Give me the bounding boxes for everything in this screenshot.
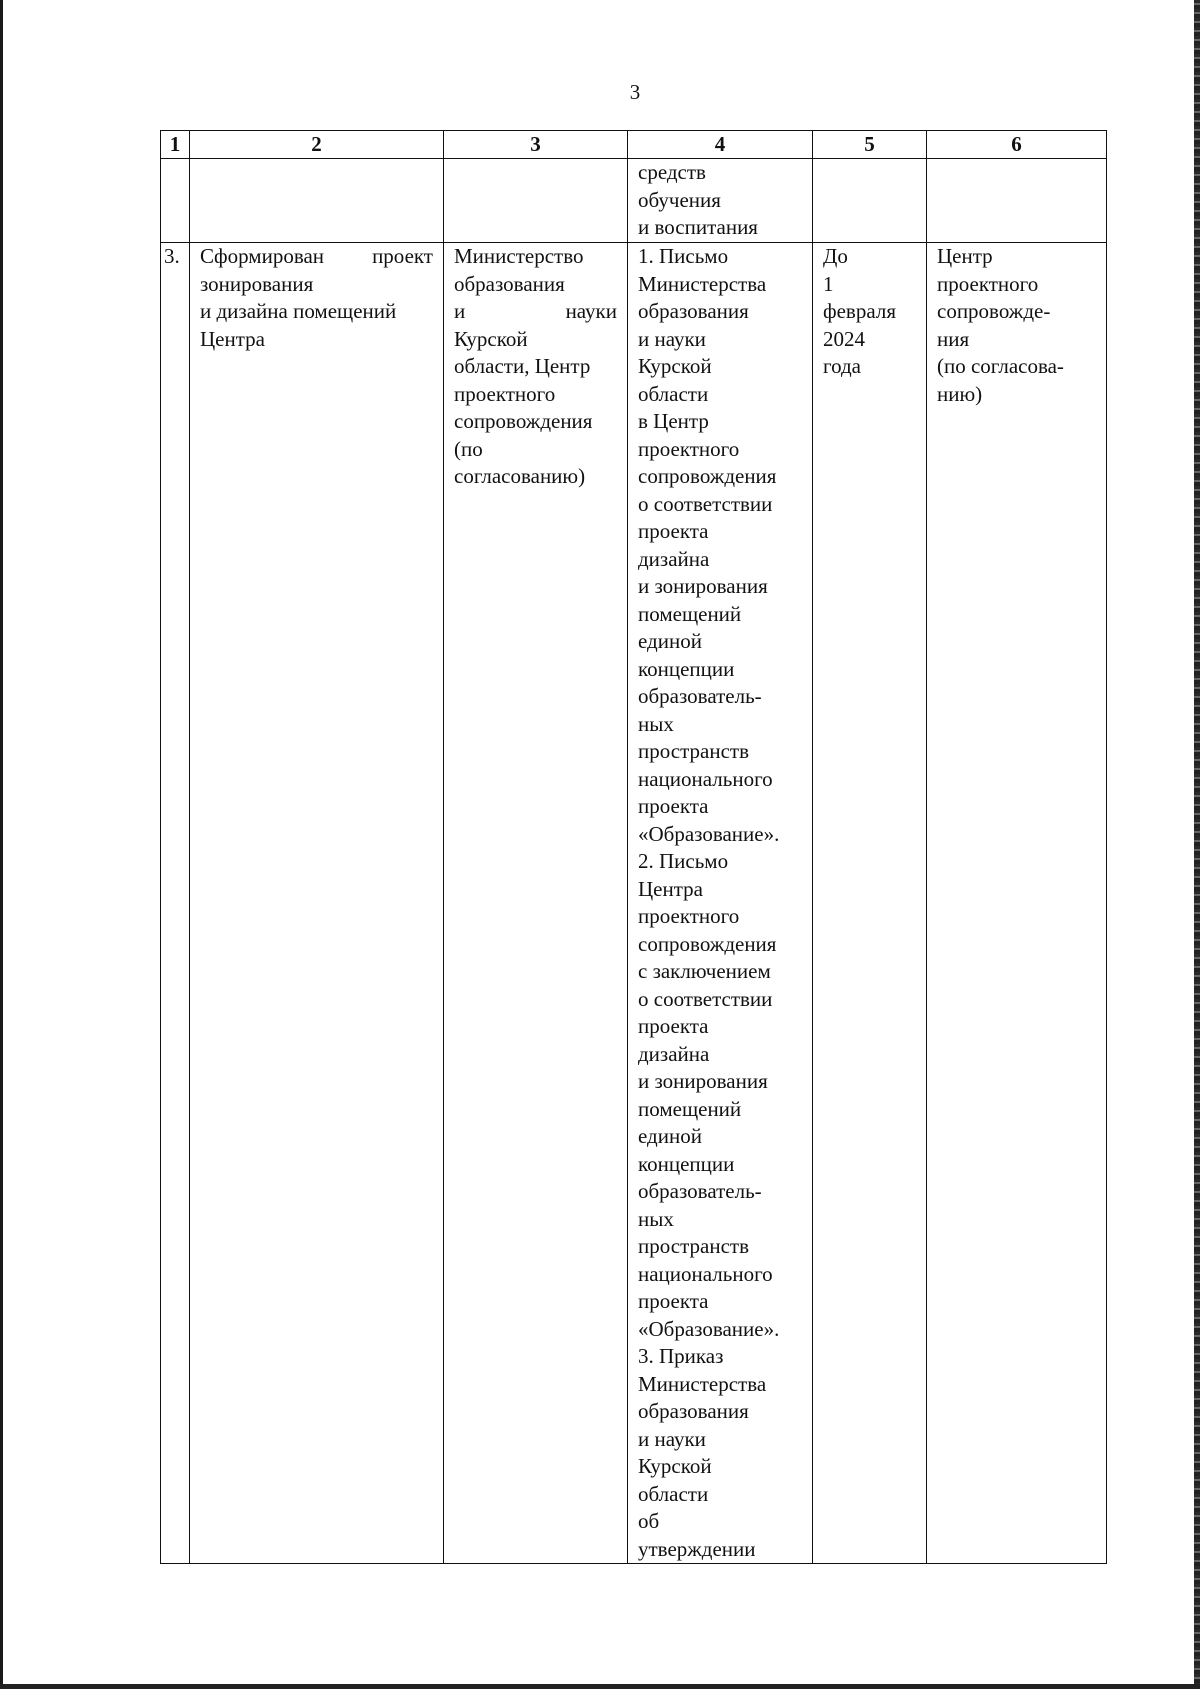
header-col-2: 2 (190, 131, 444, 159)
scan-edge-left (0, 0, 3, 1689)
responsible-line-2: образования (454, 271, 565, 296)
page-number: 3 (629, 80, 641, 104)
header-col-1: 1 (161, 131, 190, 159)
header-col-4: 4 (628, 131, 813, 159)
result-rest: зонирования и дизайна помещений Центра (200, 271, 397, 351)
continuation-executor-cell (927, 159, 1107, 243)
header-col-6: 6 (927, 131, 1107, 159)
deadline-cell: До 1 февраля 2024 года (813, 243, 927, 1564)
executor-cell: Центр проектного сопровожде- ния (по согласова- нию) (927, 243, 1107, 1564)
continuation-documents-cell: средств обучения и воспитания (628, 159, 813, 243)
continuation-number-cell (161, 159, 190, 243)
scan-edge-right (1194, 0, 1200, 1689)
responsible-line-1: Министерство (454, 244, 584, 268)
continuation-responsible-cell (444, 159, 628, 243)
documents-cell: 1. Письмо Министерства образования и науки Курской области в Центр проектного сопровождения о соответствии проекта дизайна и зонирования помещений единой концепции образователь- ных пространств национального проекта «Образование». 2. Письмо Центра проектного сопровождения с заключением о соответствии проекта дизайна и зонирования помещений единой концепции образователь- ных пространств национального проекта «Образование». 3. Приказ Министерства образования и науки Курской области об утверждении (628, 243, 813, 1564)
responsible-line-3: и науки (454, 299, 617, 323)
plan-table (160, 130, 1107, 1564)
table-row-3 (161, 243, 1107, 1564)
result-line-1: Сформирован проект (200, 244, 433, 268)
table-row-continuation (161, 159, 1107, 243)
table-header-row (161, 131, 1107, 159)
scan-edge-bottom (0, 1684, 1200, 1689)
header-col-3: 3 (444, 131, 628, 159)
responsible-cell (444, 243, 628, 1564)
continuation-result-cell (190, 159, 444, 243)
continuation-deadline-cell (813, 159, 927, 243)
header-col-5: 5 (813, 131, 927, 159)
responsible-rest: Курской области, Центр проектного сопровождения (по согласованию) (454, 326, 593, 488)
row-number-cell: 3. (161, 243, 190, 1564)
result-cell (190, 243, 444, 1564)
